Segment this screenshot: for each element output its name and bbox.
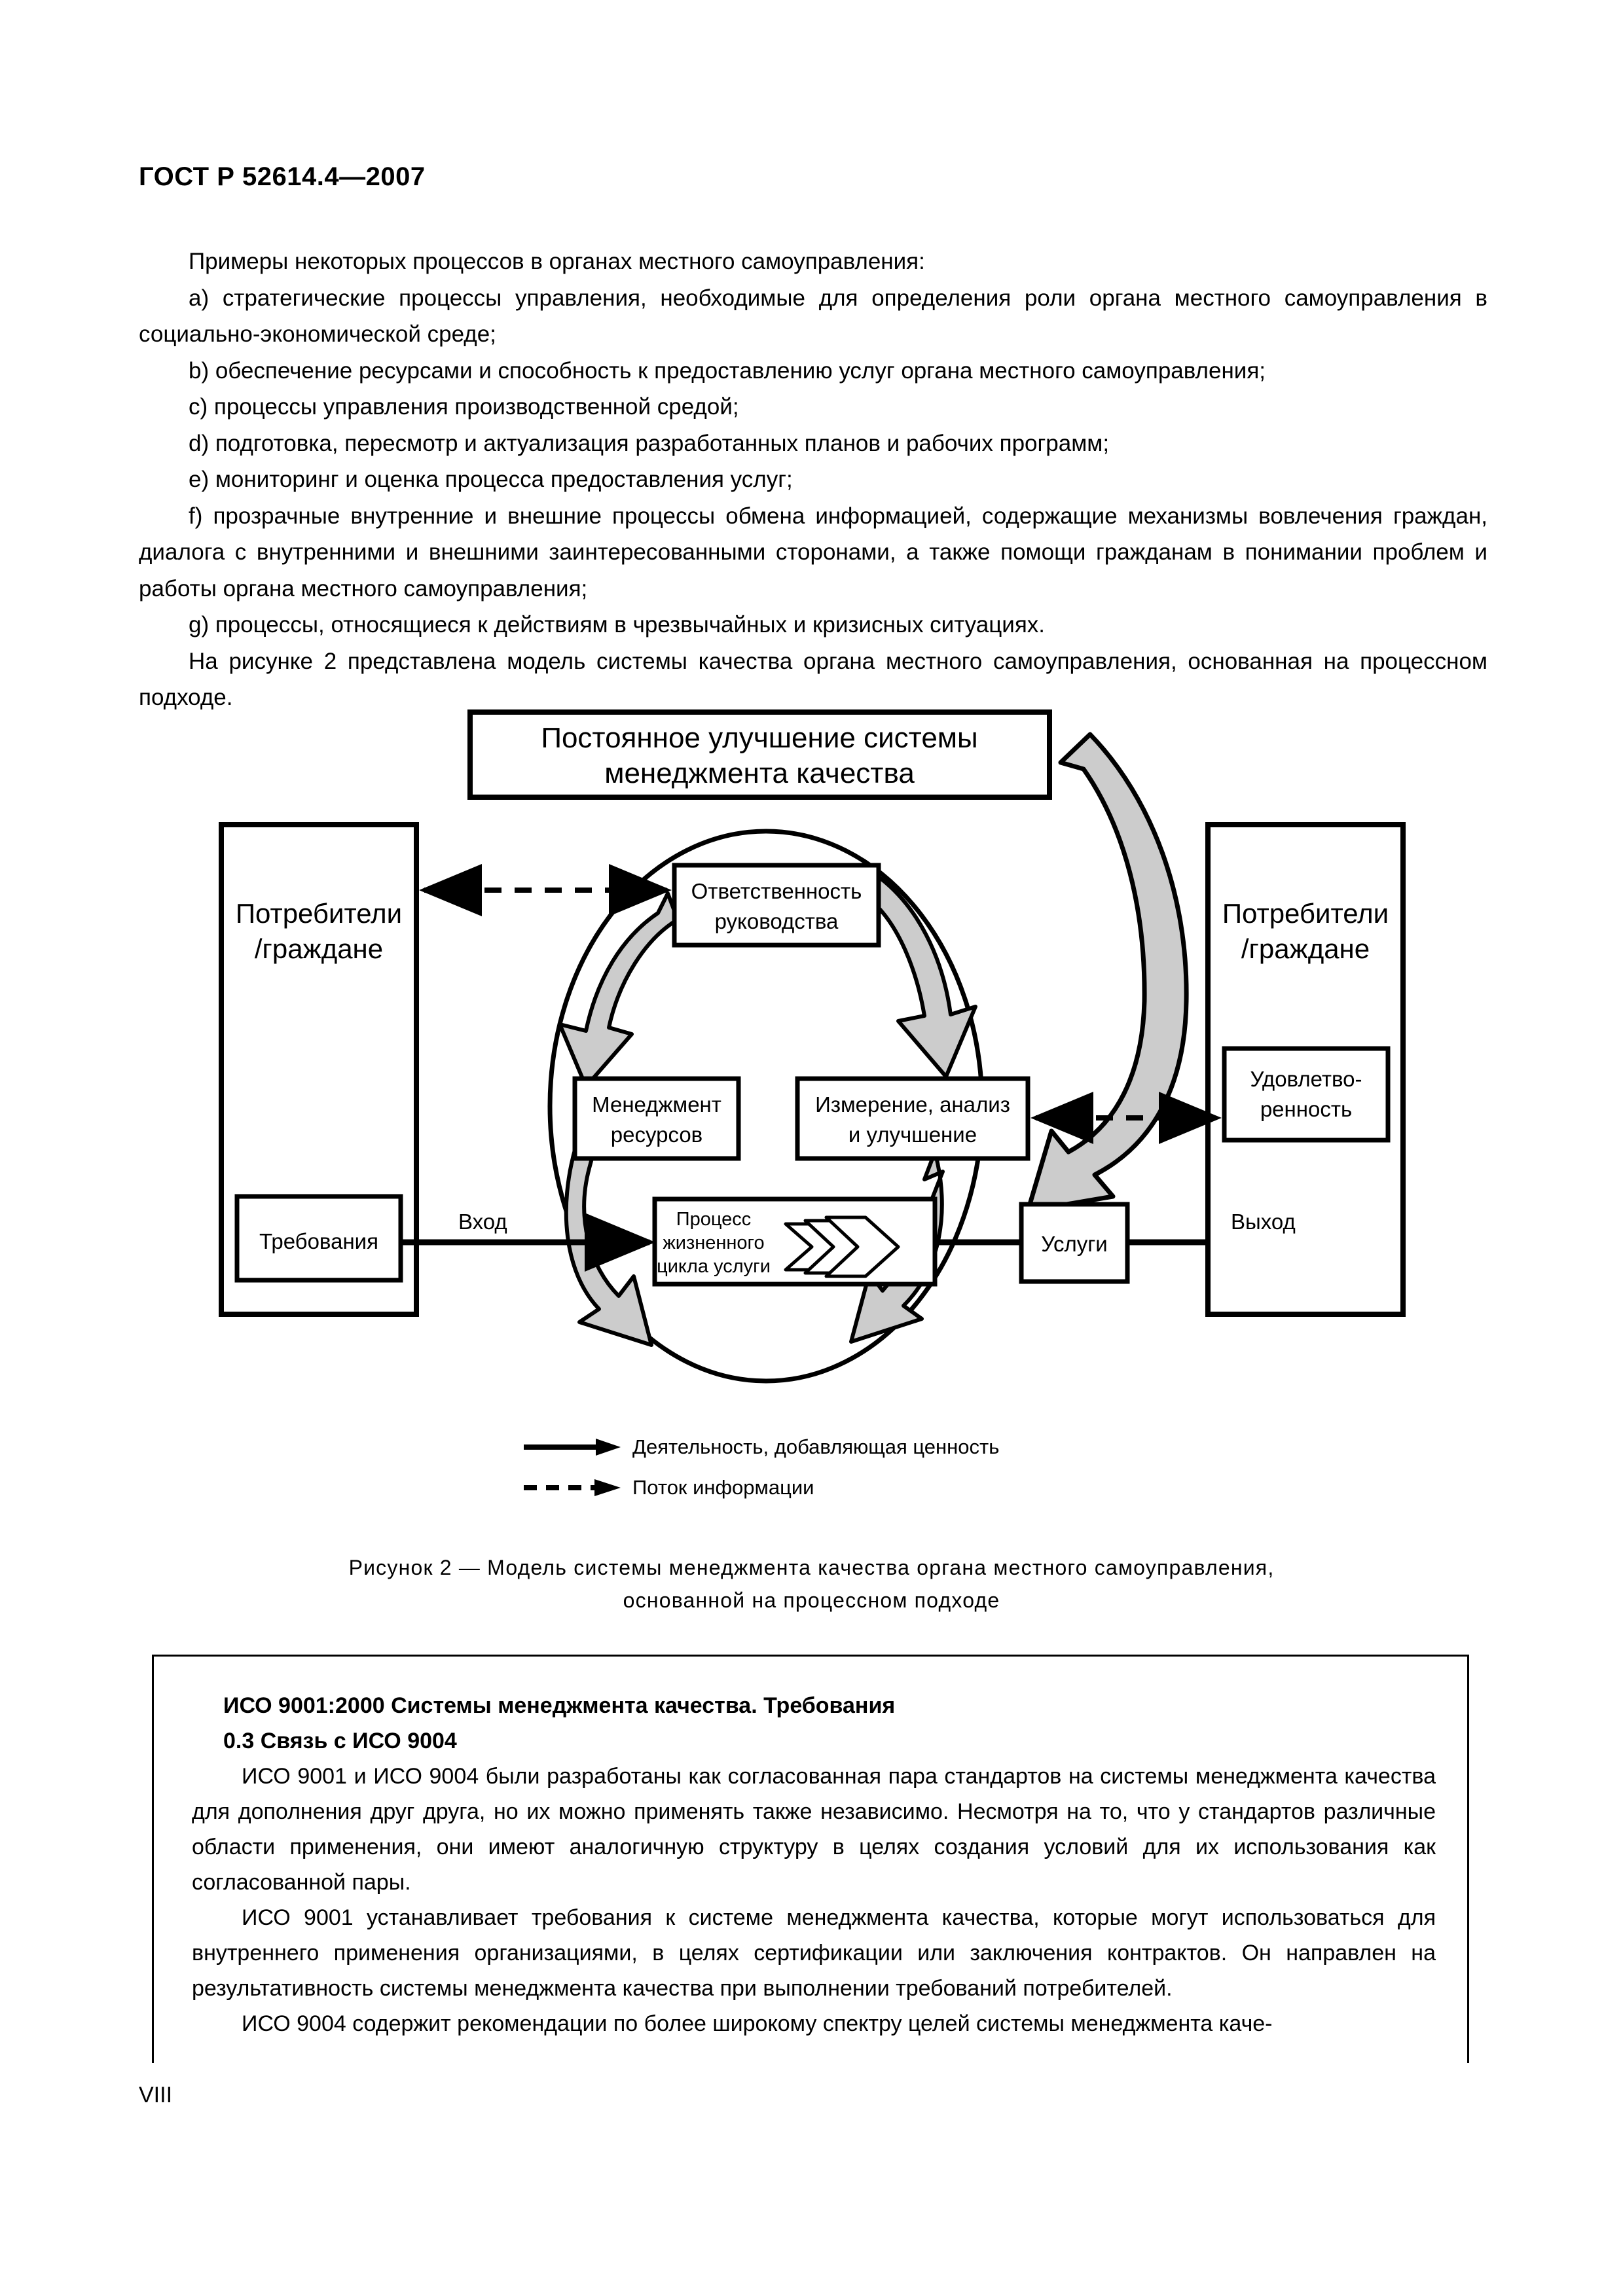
input-label: Вход <box>458 1210 507 1234</box>
cycle-arrow-top-left <box>560 893 678 1086</box>
dashed-arrow-icon <box>524 1478 622 1498</box>
right-stakeholder-line2: /граждане <box>1241 933 1370 964</box>
qms-model-svg <box>0 694 1623 1466</box>
satisfaction-line1: Удовлетво- <box>1250 1067 1362 1091</box>
figure-caption <box>0 1551 1623 1617</box>
iso-heading-9001: ИСО 9001:2000 Системы менеджмента качества. Требования <box>223 1693 896 1718</box>
continual-improvement-line1: Постоянное улучшение системы <box>541 722 978 754</box>
measurement-analysis-line2: и улучшение <box>848 1122 977 1147</box>
service-lifecycle-line1: Процесс <box>676 1209 752 1230</box>
management-responsibility-line1: Ответственность <box>691 879 862 903</box>
iso-paragraph-2: ИСО 9001 устанавливает требования к системе менеджмента качества, которые могут использоваться для внутреннего применения организациями, в целях сертификации или заключения контрактов. Он направлен на результативность системы менеджмента качества при выполнении требований потребителей. <box>192 1905 1436 2001</box>
figure-2-diagram <box>0 694 1623 1466</box>
list-item-b: b) обеспечение ресурсами и способность к предоставлению услуг органа местного самоуправления; <box>189 357 1266 384</box>
list-item-a: a) стратегические процессы управления, необходимые для определения роли органа местного самоуправления в социально-экономической среде; <box>139 285 1487 347</box>
body-text-block <box>139 243 1487 716</box>
solid-arrow-icon <box>524 1437 622 1457</box>
service-lifecycle-line2: жизненного <box>663 1232 765 1253</box>
list-item-f: f) прозрачные внутренние и внешние процессы обмена информацией, содержащие механизмы вовлечения граждан, диалога с внутренними и внешними заинтересованными сторонами, а также помощи гражданам в понимании проблем и работы органа местного самоуправления; <box>139 503 1487 601</box>
left-stakeholder-line1: Потребители <box>235 898 403 929</box>
right-stakeholder-line1: Потребители <box>1222 898 1389 929</box>
resource-management-line2: ресурсов <box>610 1122 703 1147</box>
service-lifecycle-line3: цикла услуги <box>657 1256 771 1277</box>
document-header-standard-number: ГОСТ Р 52614.4—2007 <box>139 162 426 191</box>
legend-label-value-activity: Деятельность, добавляющая ценность <box>632 1435 1000 1458</box>
continual-improvement-line2: менеджмента качества <box>604 757 915 789</box>
list-item-g: g) процессы, относящиеся к действиям в чрезвычайных и кризисных ситуациях. <box>189 612 1046 637</box>
satisfaction-line2: ренность <box>1260 1097 1353 1121</box>
list-item-c: c) процессы управления производственной средой; <box>189 394 739 420</box>
list-item-d: d) подготовка, пересмотр и актуализация разработанных планов и рабочих программ; <box>189 430 1110 456</box>
measurement-analysis-line1: Измерение, анализ <box>815 1092 1010 1117</box>
iso-callout-content <box>192 1688 1436 2041</box>
paragraph-intro: Примеры некоторых процессов в органах местного самоуправления: <box>189 249 925 274</box>
resource-management-line1: Менеджмент <box>592 1092 721 1117</box>
requirements-label: Требования <box>259 1229 378 1253</box>
management-responsibility-line2: руководства <box>714 909 839 933</box>
left-stakeholder-line2: /граждане <box>254 933 384 964</box>
figure-caption-line2: основанной на процессном подходе <box>623 1588 1000 1612</box>
figure-legend <box>524 1427 1244 1508</box>
services-label: Услуги <box>1041 1232 1108 1256</box>
paragraph-closing: На рисунке 2 представлена модель системы качества органа местного самоуправления, основанная на процессном подходе. <box>139 648 1487 710</box>
list-item-e: e) мониторинг и оценка процесса предоставления услуг; <box>189 467 793 492</box>
iso-paragraph-1: ИСО 9001 и ИСО 9004 были разработаны как согласованная пара стандартов на системы менеджмента качества для дополнения друг друга, но их можно применять также независимо. Несмотря на то, что у стандартов различные области применения, они имеют аналогичную структуру в целях создания условий для их использования как согласованной пары. <box>192 1764 1436 1895</box>
output-label: Выход <box>1231 1210 1296 1234</box>
iso-heading-section-0-3: 0.3 Связь с ИСО 9004 <box>223 1729 457 1753</box>
satisfaction-box <box>1224 1049 1388 1140</box>
iso-standard-callout-box <box>152 1655 1469 2063</box>
page-number: VIII <box>139 2083 173 2108</box>
figure-caption-line1: Рисунок 2 — Модель системы менеджмента качества органа местного самоуправления, <box>348 1556 1275 1579</box>
legend-label-information-flow: Поток информации <box>632 1476 814 1499</box>
iso-paragraph-3: ИСО 9004 содержит рекомендации по более широкому спектру целей системы менеджмента каче- <box>242 2011 1273 2036</box>
continual-improvement-arrow <box>1028 734 1186 1211</box>
legend-item-information-flow <box>524 1467 1244 1508</box>
legend-item-value-activity <box>524 1427 1244 1467</box>
